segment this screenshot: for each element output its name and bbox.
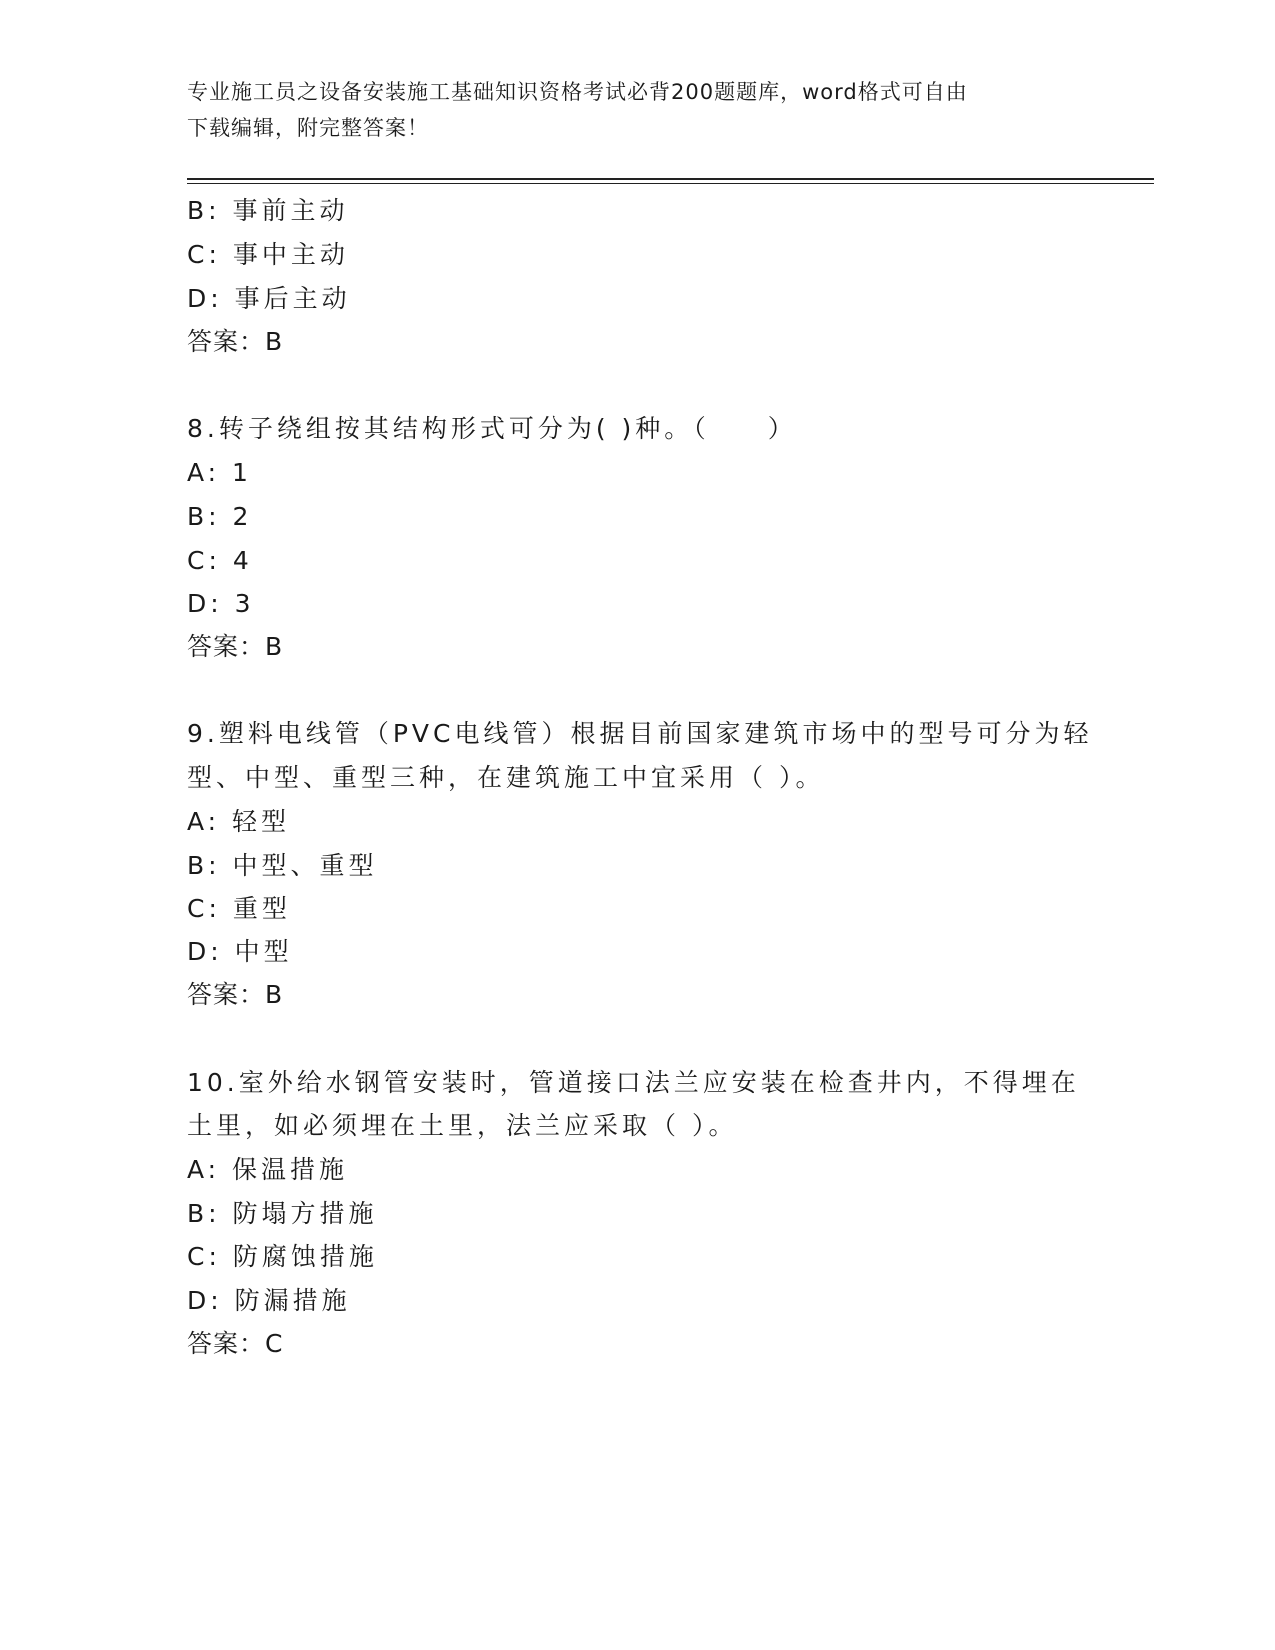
- q10-question-line-1: 10.室外给水钢管安装时，管道接口法兰应安装在检查井内，不得埋在: [187, 1068, 1080, 1097]
- q9-option-d: D: 中型: [187, 937, 293, 966]
- q7-option-d: D: 事后主动: [187, 284, 351, 313]
- q10-option-c: C: 防腐蚀措施: [187, 1242, 378, 1271]
- q8-option-c: C: 4: [187, 546, 253, 575]
- q9-option-a: A: 轻型: [187, 807, 291, 836]
- q8-option-b: B: 2: [187, 502, 253, 531]
- q7-option-c: C: 事中主动: [187, 240, 349, 269]
- q10-option-b: B: 防塌方措施: [187, 1199, 378, 1228]
- q10-option-a: A: 保温措施: [187, 1155, 349, 1184]
- q8-answer: 答案：B: [187, 632, 284, 661]
- q10-option-d: D: 防漏措施: [187, 1286, 351, 1315]
- q9-option-c: C: 重型: [187, 894, 291, 923]
- q8-option-d: D: 3: [187, 589, 255, 618]
- q9-option-b: B: 中型、重型: [187, 851, 378, 880]
- header-line-2: 下载编辑，附完整答案！: [187, 116, 429, 140]
- q9-question-line-1: 9.塑料电线管（PVC电线管）根据目前国家建筑市场中的型号可分为轻: [187, 719, 1093, 748]
- header-line-1: 专业施工员之设备安装施工基础知识资格考试必背200题题库，word格式可自由: [187, 80, 968, 104]
- header-divider-thick: [187, 178, 1154, 180]
- q10-question-line-2: 土里，如必须埋在土里，法兰应采取（ ）。: [187, 1111, 738, 1140]
- q7-option-b: B: 事前主动: [187, 196, 349, 225]
- q10-answer: 答案：C: [187, 1329, 284, 1358]
- q8-question: 8.转子绕组按其结构形式可分为( )种。（ ）: [187, 414, 797, 443]
- header-divider-thin: [187, 183, 1154, 184]
- q7-answer: 答案：B: [187, 327, 284, 356]
- q9-question-line-2: 型、中型、重型三种，在建筑施工中宜采用（ ）。: [187, 763, 825, 792]
- q8-option-a: A: 1: [187, 458, 252, 487]
- document-header: [187, 74, 1067, 146]
- q9-answer: 答案：B: [187, 980, 284, 1009]
